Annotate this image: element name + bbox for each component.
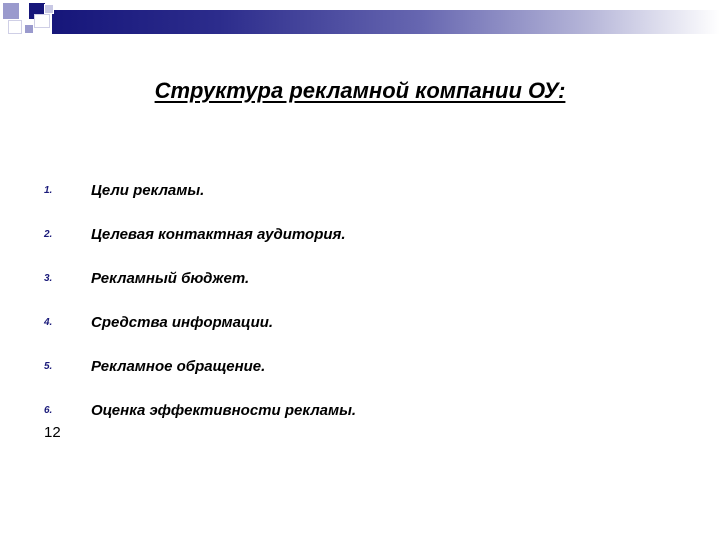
list-item: [44, 182, 684, 226]
list-item-number: 5.: [44, 361, 53, 372]
list-item-text: Целевая контактная аудитория.: [91, 226, 346, 243]
slide-title: Структура рекламной компании ОУ:: [154, 78, 566, 103]
header-gradient-band: [52, 10, 720, 34]
decorative-square: [44, 4, 54, 14]
decorative-square: [2, 2, 20, 20]
list-item-text: Рекламное обращение.: [91, 358, 266, 375]
decorative-square: [8, 20, 22, 34]
list-item-number: 1.: [44, 185, 53, 196]
list-item-number: 6.: [44, 405, 53, 416]
list-item-number: 4.: [44, 317, 53, 328]
list-item: [44, 402, 684, 446]
list-item: [44, 314, 684, 358]
list-item-number: 2.: [44, 229, 53, 240]
list-item-text: Оценка эффективности рекламы.: [91, 402, 357, 419]
list-item-number: 3.: [44, 273, 53, 284]
decorative-square: [34, 14, 50, 28]
numbered-list: [44, 182, 684, 446]
list-item: [44, 226, 684, 270]
list-item-text: Средства информации.: [91, 314, 274, 331]
list-item-text: Рекламный бюджет.: [91, 270, 250, 287]
page-number: 12: [44, 424, 61, 441]
list-item: [44, 270, 684, 314]
list-item-text: Цели рекламы.: [91, 182, 205, 199]
list-item: [44, 358, 684, 402]
decorative-square: [24, 24, 34, 34]
